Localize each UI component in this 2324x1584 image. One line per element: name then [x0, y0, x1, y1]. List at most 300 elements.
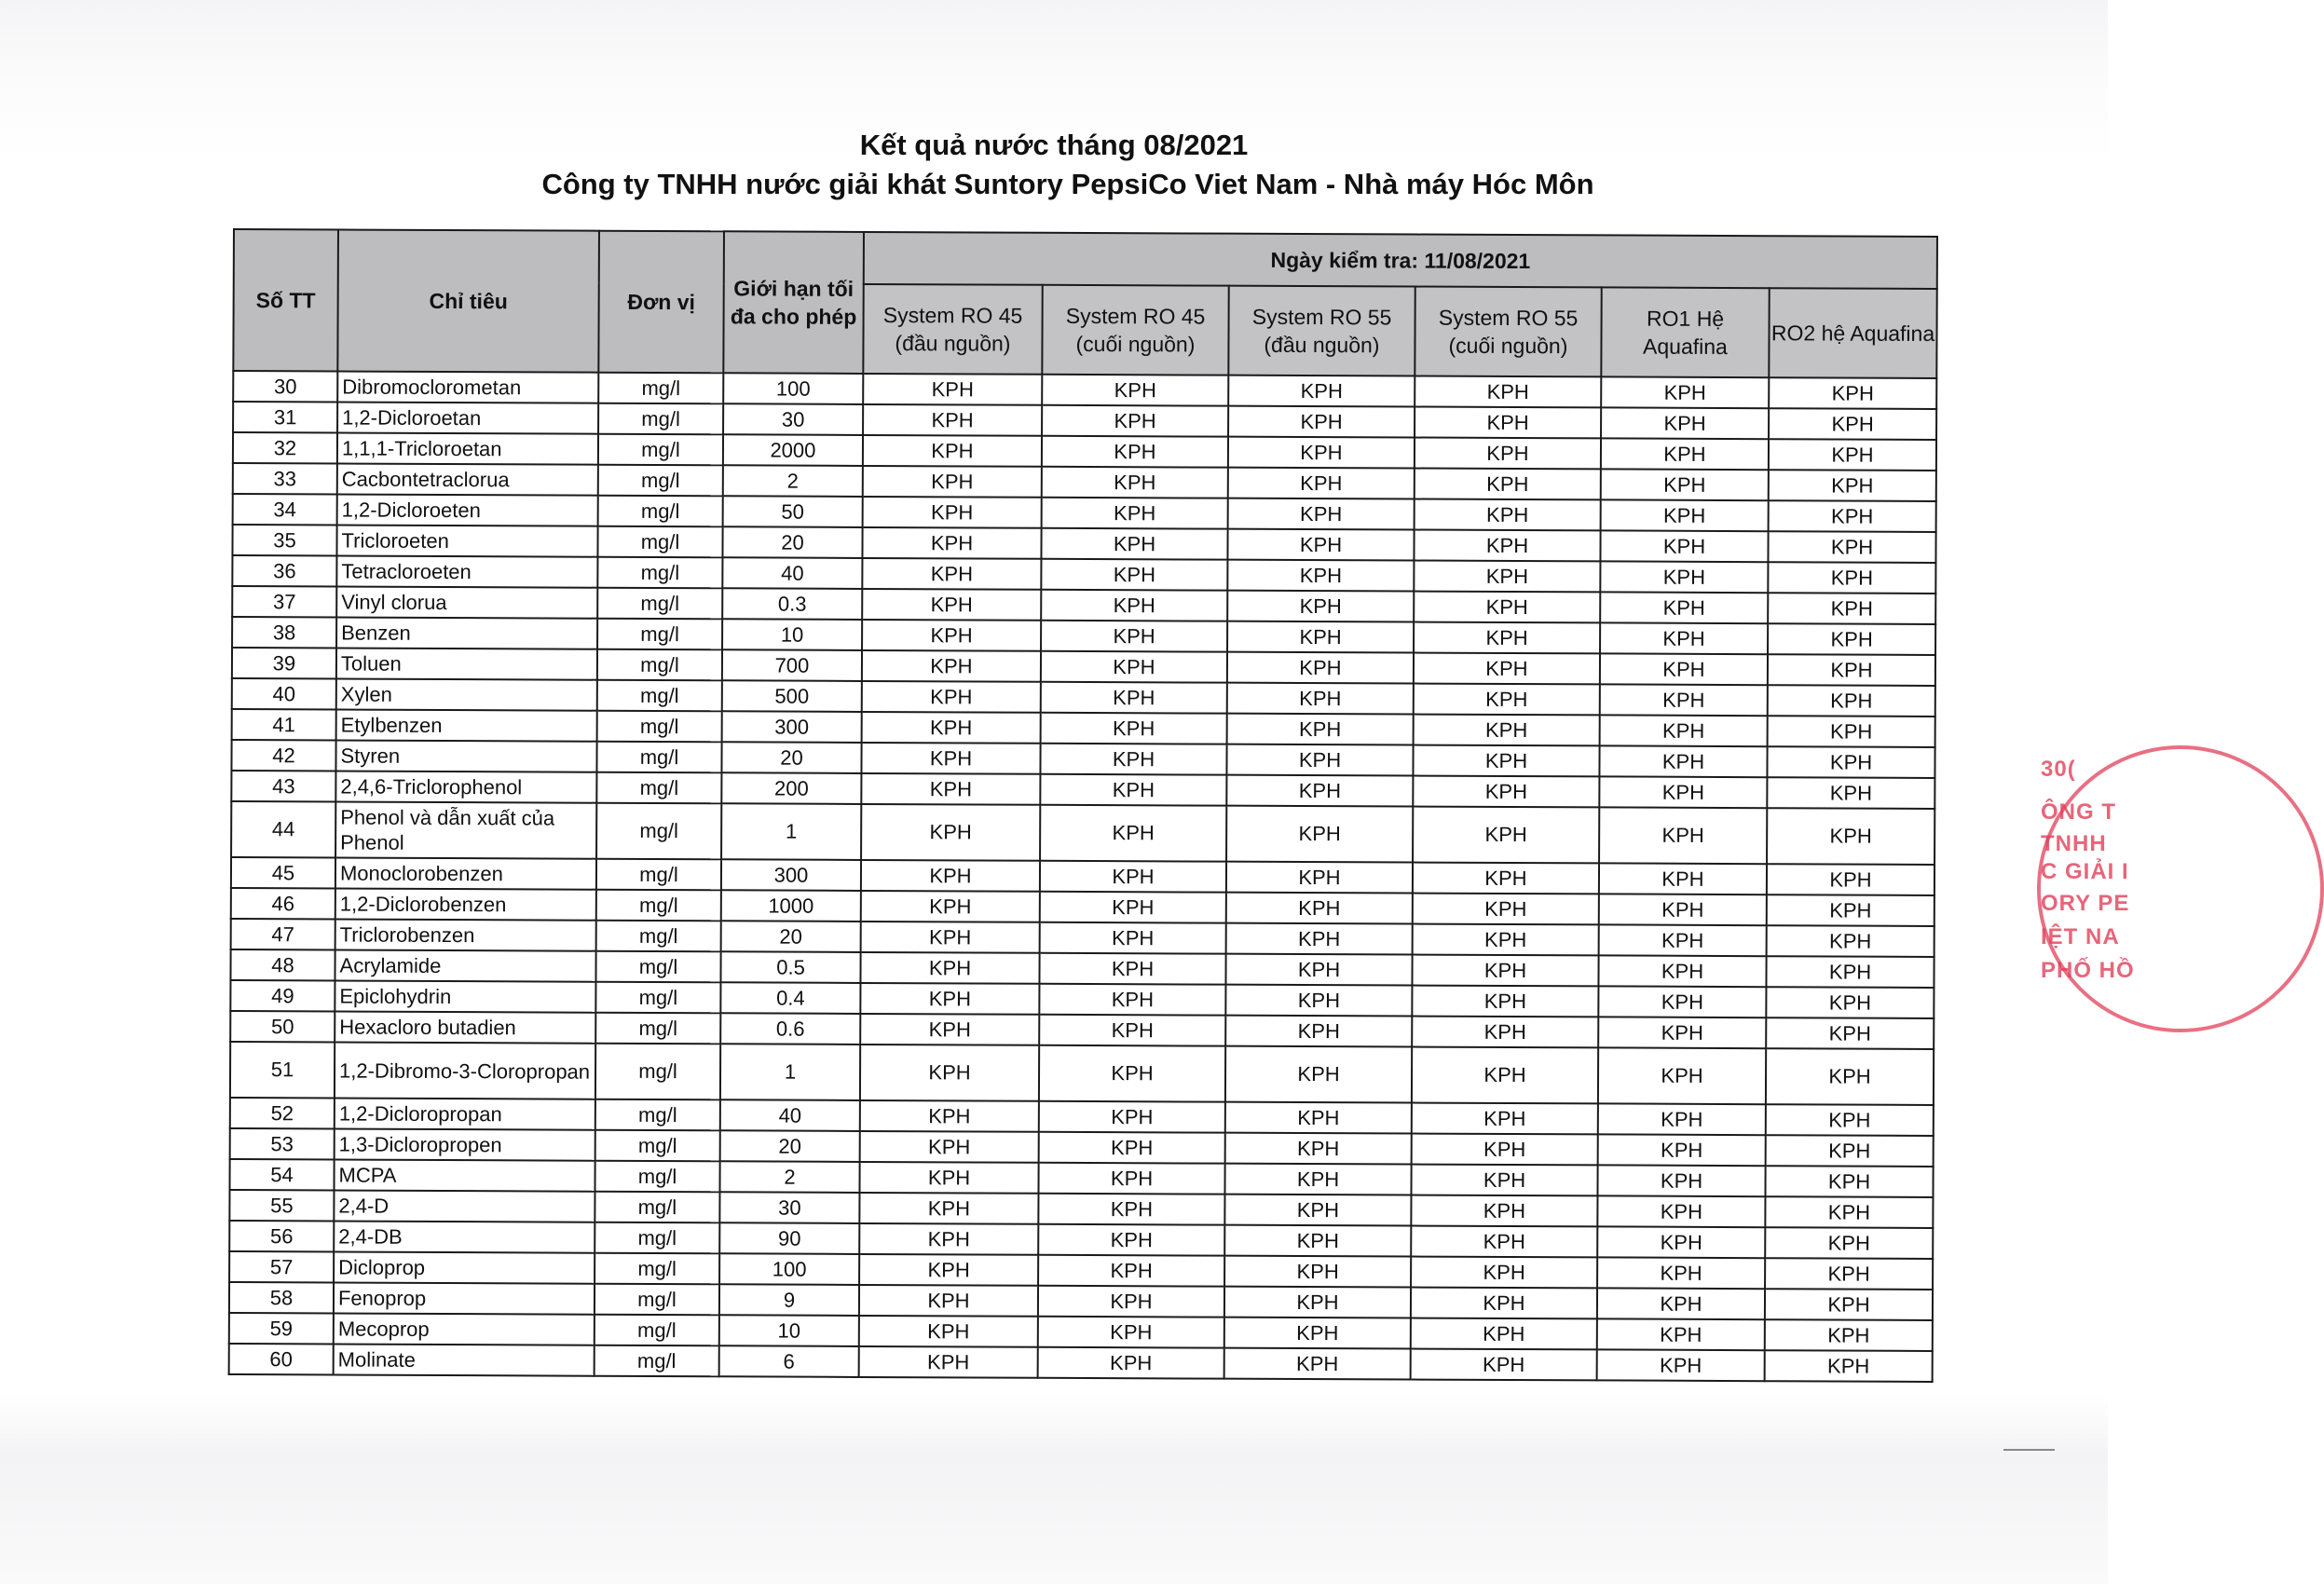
cell-limit: 100 — [719, 1253, 859, 1285]
cell-limit: 0.3 — [722, 588, 862, 620]
cell-stt: 44 — [231, 801, 335, 857]
cell-result: KPH — [1041, 621, 1227, 652]
cell-result: KPH — [1411, 1165, 1597, 1196]
cell-stt: 32 — [233, 432, 337, 463]
cell-result: KPH — [1769, 408, 1936, 440]
cell-result: KPH — [862, 620, 1041, 651]
title-line-1: Kết quả nước tháng 08/2021 — [859, 129, 1249, 161]
cell-indicator-name: 1,2-Dicloroeten — [337, 494, 598, 526]
cell-unit: mg/l — [597, 711, 722, 743]
cell-result: KPH — [1769, 500, 1936, 532]
cell-indicator-name: 2,4-DB — [334, 1221, 595, 1252]
cell-result: KPH — [1414, 622, 1600, 654]
cell-indicator-name: Triclorobenzen — [335, 919, 596, 950]
cell-result: KPH — [1042, 498, 1228, 529]
cell-result: KPH — [1227, 591, 1414, 622]
cell-result: KPH — [861, 773, 1040, 805]
cell-limit: 300 — [722, 711, 862, 743]
cell-indicator-name: Dibromoclorometan — [337, 371, 598, 403]
cell-result: KPH — [1766, 1104, 1934, 1136]
cell-result: KPH — [859, 1162, 1038, 1194]
cell-limit: 9 — [719, 1284, 859, 1316]
title-line-2: Công ty TNHH nước giải khát Suntory PepsiCo Viet Nam - Nhà máy Hóc Môn — [541, 168, 1594, 200]
cell-limit: 20 — [721, 742, 861, 773]
header-test-date: Ngày kiểm tra: 11/08/2021 — [864, 232, 1937, 289]
cell-result: KPH — [1769, 470, 1936, 501]
cell-result: KPH — [1767, 808, 1934, 865]
cell-result: KPH — [1224, 1318, 1411, 1349]
cell-unit: mg/l — [597, 557, 722, 589]
cell-result: KPH — [1226, 893, 1413, 924]
cell-result: KPH — [1600, 715, 1768, 746]
cell-result: KPH — [1412, 1103, 1598, 1135]
cell-result: KPH — [1768, 562, 1935, 594]
cell-result: KPH — [1412, 1134, 1598, 1166]
cell-limit: 40 — [720, 1099, 860, 1131]
cell-limit: 500 — [722, 680, 862, 712]
cell-result: KPH — [859, 1254, 1038, 1286]
cell-result: KPH — [1766, 1135, 1934, 1167]
cell-stt: 57 — [229, 1251, 334, 1282]
cell-limit: 200 — [721, 772, 861, 804]
cell-result: KPH — [1766, 987, 1934, 1018]
cell-result: KPH — [1414, 653, 1600, 685]
cell-result: KPH — [1415, 376, 1601, 408]
cell-result: KPH — [1041, 651, 1227, 683]
cell-unit: mg/l — [595, 1044, 720, 1100]
cell-result: KPH — [1414, 592, 1600, 623]
cell-result: KPH — [1597, 1318, 1765, 1350]
cell-result: KPH — [1767, 864, 1934, 895]
cell-stt: 34 — [233, 494, 337, 525]
cell-unit: mg/l — [597, 619, 722, 650]
cell-indicator-name: Fenoprop — [334, 1282, 595, 1314]
cell-unit: mg/l — [596, 772, 721, 804]
cell-result: KPH — [860, 983, 1039, 1015]
cell-result: KPH — [1225, 1102, 1412, 1134]
cell-unit: mg/l — [595, 1130, 720, 1162]
cell-indicator-name: Acrylamide — [335, 949, 595, 981]
cell-result: KPH — [1765, 1319, 1933, 1351]
cell-result: KPH — [1765, 1196, 1933, 1228]
cell-limit: 2 — [719, 1161, 859, 1193]
cell-result: KPH — [859, 1285, 1038, 1317]
header-system-ro45-start: System RO 45 (đầu nguồn) — [863, 284, 1042, 375]
cell-result: KPH — [1599, 894, 1767, 925]
cell-unit: mg/l — [597, 588, 722, 620]
cell-result: KPH — [1767, 777, 1934, 809]
cell-stt: 41 — [232, 709, 336, 740]
cell-indicator-name: Phenol và dẫn xuất của Phenol — [335, 801, 596, 858]
table-body — [229, 371, 1937, 1382]
cell-result: KPH — [1411, 1195, 1597, 1227]
cell-result: KPH — [1769, 377, 1936, 409]
cell-result: KPH — [1038, 1163, 1224, 1195]
cell-result: KPH — [1040, 805, 1226, 862]
cell-indicator-name: Etylbenzen — [336, 709, 597, 741]
cell-indicator-name: 1,2-Diclorobenzen — [335, 888, 596, 920]
cell-limit: 30 — [719, 1192, 859, 1223]
cell-result: KPH — [1412, 986, 1598, 1017]
cell-indicator-name: 1,3-Dicloropropen — [335, 1128, 595, 1160]
cell-result: KPH — [1041, 559, 1227, 591]
cell-result: KPH — [1598, 1134, 1766, 1166]
cell-indicator-name: Vinyl clorua — [336, 586, 597, 618]
cell-result: KPH — [1413, 745, 1599, 777]
cell-stt: 39 — [232, 648, 336, 678]
cell-result: KPH — [859, 1316, 1038, 1347]
header-stt: Số TT — [233, 229, 338, 371]
cell-unit: mg/l — [598, 496, 723, 527]
cell-stt: 33 — [233, 463, 337, 494]
cell-stt: 36 — [232, 555, 336, 586]
cell-result: KPH — [1038, 1347, 1224, 1379]
cell-result: KPH — [1227, 621, 1414, 653]
cell-result: KPH — [859, 1346, 1038, 1378]
cell-unit: mg/l — [596, 890, 721, 922]
cell-result: KPH — [1415, 499, 1601, 531]
cell-limit: 40 — [722, 557, 862, 589]
water-results-table — [228, 228, 1938, 1383]
cell-result: KPH — [863, 435, 1042, 467]
cell-result: KPH — [1224, 1287, 1411, 1318]
cell-result: KPH — [861, 891, 1040, 922]
cell-limit: 0.5 — [720, 951, 860, 983]
cell-limit: 10 — [719, 1315, 859, 1346]
stamp-text-line: ORY PE — [2041, 891, 2130, 916]
stamp-text-line: 30( — [2041, 757, 2076, 782]
cell-result: KPH — [1039, 1101, 1225, 1133]
cell-result: KPH — [1039, 1132, 1225, 1164]
cell-unit: mg/l — [595, 1345, 719, 1377]
cell-result: KPH — [1768, 531, 1935, 563]
cell-limit: 0.6 — [720, 1013, 860, 1045]
cell-unit: mg/l — [595, 1013, 720, 1045]
cell-result: KPH — [1041, 590, 1227, 621]
cell-unit: mg/l — [595, 1192, 719, 1223]
cell-result: KPH — [1599, 776, 1767, 808]
cell-unit: mg/l — [595, 1253, 719, 1285]
cell-indicator-name: Xylen — [336, 678, 597, 710]
cell-unit: mg/l — [595, 1099, 720, 1131]
cell-result: KPH — [1768, 685, 1935, 717]
cell-indicator-name: Monoclorobenzen — [335, 857, 596, 889]
cell-result: KPH — [1767, 894, 1934, 926]
cell-result: KPH — [1411, 1318, 1597, 1350]
cell-stt: 53 — [230, 1128, 335, 1159]
cell-result: KPH — [1226, 775, 1413, 807]
cell-result: KPH — [1227, 529, 1414, 561]
cell-result: KPH — [1040, 744, 1226, 775]
stamp-text-line: C GIẢI I — [2041, 859, 2129, 884]
cell-limit: 1 — [721, 803, 861, 860]
cell-result: KPH — [1597, 1165, 1765, 1196]
table-row — [231, 801, 1934, 865]
cell-result: KPH — [1039, 1015, 1225, 1046]
cell-result: KPH — [862, 527, 1041, 559]
cell-result: KPH — [1598, 986, 1766, 1017]
cell-result: KPH — [863, 466, 1042, 498]
cell-stt: 42 — [231, 740, 335, 771]
cell-result: KPH — [860, 1045, 1039, 1101]
cell-result: KPH — [1413, 924, 1599, 956]
cell-result: KPH — [1600, 530, 1768, 562]
cell-result: KPH — [1601, 499, 1769, 531]
header-ro2-aquafina: RO2 hệ Aquafina — [1769, 288, 1936, 378]
cell-result: KPH — [1039, 953, 1225, 985]
cell-result: KPH — [860, 1014, 1039, 1045]
cell-result: KPH — [1766, 1017, 1934, 1049]
cell-limit: 90 — [719, 1222, 859, 1254]
cell-result: KPH — [1226, 806, 1413, 863]
header-system-ro55-start: System RO 55 (đầu nguồn) — [1228, 286, 1415, 376]
cell-unit: mg/l — [597, 526, 722, 558]
cell-limit: 1 — [720, 1044, 860, 1100]
cell-stt: 46 — [231, 888, 335, 919]
cell-stt: 59 — [229, 1313, 334, 1344]
cell-result: KPH — [1039, 1045, 1225, 1102]
cell-result: KPH — [1041, 528, 1227, 560]
cell-stt: 50 — [230, 1011, 335, 1042]
cell-result: KPH — [1225, 954, 1412, 986]
cell-result: KPH — [1414, 530, 1600, 562]
stamp-text-line: TNHH — [2041, 831, 2107, 856]
cell-result: KPH — [1769, 439, 1936, 471]
cell-unit: mg/l — [595, 1222, 719, 1254]
cell-result: KPH — [1414, 684, 1600, 716]
cell-result: KPH — [1599, 863, 1767, 894]
cell-indicator-name: 2,4-D — [334, 1190, 595, 1222]
cell-result: KPH — [863, 374, 1042, 405]
cell-indicator-name: MCPA — [334, 1159, 595, 1191]
cell-result: KPH — [1412, 955, 1598, 987]
cell-limit: 1000 — [721, 890, 861, 922]
cell-stt: 60 — [229, 1344, 334, 1374]
cell-result: KPH — [1597, 1226, 1765, 1258]
cell-result: KPH — [1768, 623, 1935, 655]
cell-result: KPH — [1414, 715, 1600, 746]
cell-result: KPH — [1413, 807, 1599, 864]
cell-result: KPH — [1225, 985, 1412, 1017]
cell-result: KPH — [861, 860, 1040, 892]
cell-stt: 51 — [230, 1042, 335, 1098]
cell-result: KPH — [1413, 863, 1599, 894]
cell-limit: 700 — [722, 649, 862, 681]
cell-unit: mg/l — [596, 803, 721, 860]
cell-result: KPH — [862, 650, 1041, 682]
cell-result: KPH — [1767, 746, 1934, 778]
cell-result: KPH — [1228, 498, 1415, 530]
table-row — [229, 1344, 1933, 1382]
cell-result: KPH — [863, 497, 1042, 528]
cell-stt: 52 — [230, 1098, 335, 1128]
cell-result: KPH — [861, 922, 1040, 953]
cell-indicator-name: Styren — [335, 740, 596, 772]
cell-result: KPH — [1040, 861, 1226, 893]
cell-result: KPH — [1598, 1103, 1766, 1135]
cell-result: KPH — [1765, 1166, 1933, 1197]
cell-result: KPH — [1600, 561, 1768, 593]
cell-result: KPH — [1601, 407, 1769, 439]
cell-unit: mg/l — [598, 465, 723, 497]
cell-indicator-name: Epiclohydrin — [335, 980, 595, 1012]
cell-result: KPH — [1224, 1348, 1411, 1380]
cell-result: KPH — [1413, 776, 1599, 808]
cell-limit: 300 — [721, 859, 861, 891]
cell-indicator-name: Tetracloroeten — [336, 555, 597, 587]
cell-result: KPH — [1599, 924, 1767, 956]
cell-indicator-name: 1,2-Dicloroetan — [337, 402, 598, 433]
cell-indicator-name: 1,2-Dibromo-3-Cloropropan — [335, 1042, 595, 1099]
cell-indicator-name: Dicloprop — [334, 1251, 595, 1283]
cell-result: KPH — [859, 1223, 1038, 1255]
cell-result: KPH — [1224, 1164, 1411, 1195]
cell-unit: mg/l — [595, 1315, 719, 1346]
cell-result: KPH — [1224, 1256, 1411, 1288]
cell-result: KPH — [861, 743, 1040, 774]
cell-result: KPH — [1600, 653, 1768, 685]
cell-result: KPH — [1597, 1349, 1765, 1381]
company-seal-stamp — [2031, 745, 2135, 1025]
cell-result: KPH — [1228, 437, 1415, 469]
cell-result: KPH — [1765, 1289, 1933, 1320]
cell-result: KPH — [859, 1193, 1038, 1224]
cell-unit: mg/l — [596, 742, 721, 773]
header-ro1-aquafina: RO1 Hệ Aquafina — [1601, 287, 1769, 377]
cell-result: KPH — [1225, 1133, 1412, 1165]
cell-stt: 40 — [232, 678, 336, 709]
cell-result: KPH — [1040, 774, 1226, 806]
cell-result: KPH — [862, 712, 1041, 744]
cell-indicator-name: Tricloroeten — [336, 525, 597, 556]
table-header — [233, 229, 1937, 378]
cell-result: KPH — [1597, 1195, 1765, 1227]
cell-result: KPH — [1765, 1258, 1933, 1290]
cell-result: KPH — [862, 558, 1041, 590]
cell-limit: 20 — [720, 1130, 860, 1162]
cell-result: KPH — [1600, 622, 1768, 654]
cell-unit: mg/l — [598, 434, 723, 466]
cell-stt: 30 — [233, 371, 337, 402]
cell-result: KPH — [1038, 1224, 1224, 1256]
cell-unit: mg/l — [596, 921, 721, 952]
cell-result: KPH — [1767, 925, 1934, 957]
cell-result: KPH — [862, 681, 1041, 713]
cell-stt: 43 — [231, 771, 335, 801]
cell-result: KPH — [1597, 1257, 1765, 1289]
cell-indicator-name: 1,1,1-Tricloroetan — [337, 432, 598, 464]
cell-result: KPH — [1227, 560, 1414, 592]
cell-result: KPH — [863, 404, 1042, 436]
cell-result: KPH — [1041, 713, 1227, 744]
cell-limit: 6 — [719, 1345, 859, 1377]
cell-indicator-name: Molinate — [334, 1344, 595, 1375]
cell-result: KPH — [1038, 1194, 1224, 1225]
cell-stt: 54 — [229, 1159, 334, 1190]
cell-result: KPH — [1598, 1017, 1766, 1048]
cell-result: KPH — [1227, 683, 1414, 715]
cell-result: KPH — [1768, 654, 1935, 686]
cell-unit: mg/l — [598, 373, 723, 404]
cell-limit: 2 — [723, 465, 863, 497]
cell-limit: 30 — [723, 403, 863, 435]
cell-stt: 55 — [229, 1190, 334, 1221]
stamp-text-line: IỆT NA — [2041, 924, 2120, 949]
cell-indicator-name: 2,4,6-Triclorophenol — [335, 771, 596, 802]
cell-result: KPH — [1412, 1017, 1598, 1048]
cell-unit: mg/l — [595, 1161, 719, 1193]
cell-result: KPH — [1042, 375, 1228, 406]
cell-unit: mg/l — [597, 680, 722, 712]
stamp-text-line: ÔNG T — [2041, 799, 2116, 825]
cell-result: KPH — [1415, 407, 1601, 439]
cell-stt: 38 — [232, 617, 336, 648]
cell-result: KPH — [1601, 376, 1769, 408]
cell-result: KPH — [1599, 745, 1767, 777]
cell-result: KPH — [1040, 892, 1226, 923]
cell-result: KPH — [1228, 376, 1415, 407]
cell-result: KPH — [1768, 716, 1935, 747]
cell-result: KPH — [1226, 744, 1413, 776]
cell-result: KPH — [1766, 956, 1934, 988]
cell-result: KPH — [1227, 714, 1414, 745]
stamp-text-line: PHỐ HỒ — [2041, 958, 2135, 983]
cell-result: KPH — [1224, 1195, 1411, 1226]
cell-result: KPH — [1598, 955, 1766, 987]
cell-result: KPH — [1042, 405, 1228, 437]
cell-limit: 10 — [722, 619, 862, 650]
cell-result: KPH — [1226, 862, 1413, 894]
cell-stt: 48 — [230, 949, 335, 980]
cell-result: KPH — [1415, 469, 1601, 500]
cell-indicator-name: Toluen — [336, 648, 597, 679]
cell-result: KPH — [860, 1100, 1039, 1132]
cell-limit: 20 — [722, 526, 862, 558]
cell-stt: 58 — [229, 1282, 334, 1313]
cell-result: KPH — [1228, 468, 1415, 499]
cell-indicator-name: Cacbontetraclorua — [337, 463, 598, 495]
cell-indicator-name: 1,2-Dicloropropan — [335, 1098, 595, 1129]
cell-result: KPH — [1765, 1227, 1933, 1259]
cell-result: KPH — [1042, 436, 1228, 468]
cell-result: KPH — [1414, 561, 1600, 593]
cell-result: KPH — [1041, 682, 1227, 714]
header-unit: Đơn vị — [598, 231, 724, 374]
cell-result: KPH — [1042, 467, 1228, 498]
table-row — [230, 1042, 1934, 1105]
cell-unit: mg/l — [597, 649, 722, 681]
cell-unit: mg/l — [598, 403, 723, 435]
cell-result: KPH — [862, 589, 1041, 621]
cell-stt: 35 — [232, 525, 336, 555]
cell-limit: 50 — [723, 496, 863, 527]
cell-result: KPH — [1600, 592, 1768, 623]
cell-result: KPH — [1600, 684, 1768, 716]
cell-limit: 2000 — [723, 434, 863, 466]
cell-indicator-name: Benzen — [336, 617, 597, 649]
header-limit: Giới hạn tối đa cho phép — [723, 231, 864, 374]
cell-result: KPH — [1411, 1226, 1597, 1258]
cell-limit: 0.4 — [720, 982, 860, 1014]
document-title — [0, 126, 2108, 204]
cell-result: KPH — [1598, 1047, 1766, 1104]
cell-indicator-name: Mecoprop — [334, 1313, 595, 1345]
cell-stt: 47 — [231, 919, 335, 949]
cell-result: KPH — [1228, 406, 1415, 438]
cell-result: KPH — [860, 1131, 1039, 1163]
cell-result: KPH — [1413, 894, 1599, 925]
cell-result: KPH — [1040, 922, 1226, 954]
